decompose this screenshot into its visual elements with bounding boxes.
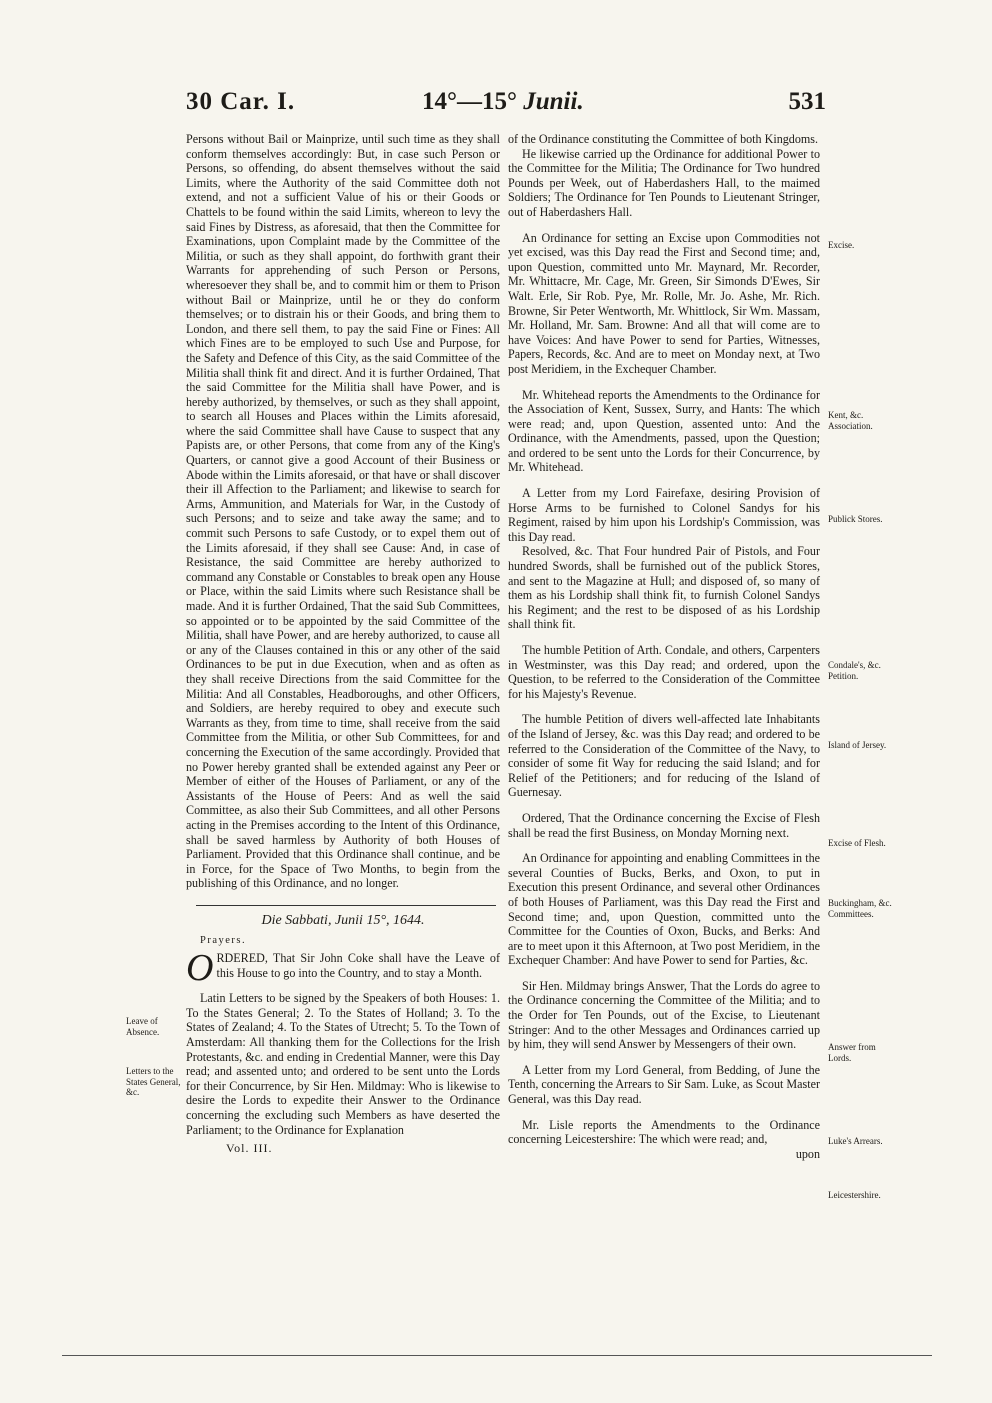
entry-fairefaxe: A Letter from my Lord Fairefaxe, desiring Provision of Horse Arms to be furnished to Colonel Sandys for his Regiment, raised by him upon his Lordship's Commission, was this Day read.	[508, 486, 820, 544]
margin-note-publick: Publick Stores.	[828, 514, 883, 524]
leave-order-text: RDERED, That Sir John Coke shall have the Leave of this House to go into the Country, and to stay a Month.	[216, 951, 500, 980]
latin-letters-paragraph: Latin Letters to be signed by the Speakers of both Houses: 1. To the States General; 2. To the States of Holland; 3. To the States of Zealand; 4. To the States of Utrecht; 5. To the Town of Amsterdam: All thanking them for the Collections for the Irish Protestants, &c. and ending in Credential Manner, were this Day read; and assented unto; and ordered to be sent unto the Lords for their Concurrence, by Sir Hen. Mildmay: Who is likewise to desire the Lords to expedite their Answer to the Ordinance concerning the excluding such Members as have deserted the Parliament; to the Ordinance for Explanation	[186, 991, 500, 1137]
entry-condale: The humble Petition of Arth. Condale, and others, Carpenters in Westminster, was this Day read; and ordered, upon the Question, to be referred to the Consideration of the Committee for his Majesty's Revenue.	[508, 643, 820, 701]
page-header	[186, 88, 826, 124]
left-column	[186, 132, 500, 1156]
entry-kent: Mr. Whitehead reports the Amendments to the Ordinance for the Association of Kent, Sussex, Surry, and Hants: The which were read; and, upon Question, assented unto: And the Ordinance, with the Amendments, passed, upon the Question; and ordered to be sent unto the Lords for their Concurrence, by Mr. Whitehead.	[508, 387, 820, 475]
margin-note-condale: Condale's, &c. Petition.	[828, 660, 881, 681]
scan-edge-line	[62, 1355, 932, 1356]
drop-cap: O	[186, 947, 214, 990]
entry-kingdoms: of the Ordinance constituting the Committee of both Kingdoms.	[508, 132, 819, 146]
catchword: upon	[795, 1146, 820, 1161]
entry-flesh: Ordered, That the Ordinance concerning the Excise of Flesh shall be read the first Business, on Monday Morning next.	[508, 810, 820, 840]
margin-note-luke: Luke's Arrears.	[828, 1136, 883, 1146]
margin-note-jersey: Island of Jersey.	[828, 740, 887, 750]
entry-mildmay: Sir Hen. Mildmay brings Answer, That the Lords do agree to the Ordinance concerning the Committee of the Militia; and to the Order for Ten Pounds, out of the Excise, to Lieutenant Stringer: And to the other Messages and Ordinances carried up by him, they will send Answer by Messengers of their own.	[508, 978, 820, 1052]
margin-note-kent: Kent, &c. Association.	[828, 410, 873, 431]
margin-note-letters: Letters to the States General, &c.	[126, 1066, 181, 1097]
margin-note-leave: Leave of Absence.	[126, 1016, 160, 1037]
entry-jersey: The humble Petition of divers well-affected late Inhabitants of the Island of Jersey, &c. was this Day read; and ordered to be referred to the Consideration of the Committee of the Navy, to consider of some fit Way for reducing the said Island; and for Relief of the Petitioners; and for reducing of the Island of Guernesay.	[508, 712, 820, 800]
margin-note-flesh: Excise of Flesh.	[828, 838, 886, 848]
regnal-year: 30 Car. I.	[186, 88, 296, 115]
right-column	[508, 132, 820, 1161]
margin-note-answer: Answer from Lords.	[828, 1042, 876, 1063]
entry-lisle: Mr. Lisle reports the Amendments to the Ordinance concerning Leicestershire: The which were read; and,	[508, 1117, 820, 1147]
leave-order-paragraph	[186, 947, 500, 990]
entry-luke: A Letter from my Lord General, from Bedding, of June the Tenth, concerning the Arrears to Sir Sam. Luke, as Scout Master General, was this Day read.	[508, 1062, 820, 1107]
header-date-days: 14°—15°	[422, 88, 517, 115]
header-date	[422, 88, 584, 116]
entry-militia: He likewise carried up the Ordinance for additional Power to the Committee for the Militia; The Ordinance for Two hundred Pounds per Week, out of Haberdashers Hall, to the maimed Soldiers; The Ordinance for Ten Pounds to Lieutenant Stringer, out of Haberdashers Hall.	[508, 146, 820, 219]
entry-bucks: An Ordinance for appointing and enabling Committees in the several Counties of Bucks, Berks, and Oxon, to put in Execution this present Ordinance, and several other Ordinances of both Houses of Parliament, was this Day read the First and Second time; and, upon Question, committed unto the Committee for the Counties of Oxon, Bucks, and Berks: And are to meet upon it this Afternoon, at Two post Meridiem, in the Exchequer Chamber: And have Power to send for Parties, &c.	[508, 851, 820, 968]
prayers-heading: Prayers.	[200, 935, 247, 947]
entry-resolved: Resolved, &c. That Four hundred Pair of Pistols, and Four hundred Swords, shall be furnished out of the publick Stores, and sent to the Magazine at Hull; and disposed of, so many of them as his Lordship shall think fit, to furnish Colonel Sandys his Regiment; and the rest to be disposed of as his Lordship shall think fit.	[508, 544, 820, 632]
margin-note-bucks: Buckingham, &c. Committees.	[828, 898, 892, 919]
date-heading: Die Sabbati, Junii 15°, 1644.	[261, 912, 425, 928]
margin-note-leicester: Leicestershire.	[828, 1190, 881, 1200]
entry-excise: An Ordinance for setting an Excise upon Commodities not yet excised, was this Day read the First and Second time; and, upon Question, committed unto Mr. Maynard, Mr. Recorder, Mr. Whittacre, Mr. Cage, Mr. Green, Sir Simonds D'Ewes, Sir Walt. Erle, Sir Rob. Pye, Mr. Rolle, Mr. Jo. Ashe, Mr. Rich. Browne, Sir Peter Wentworth, Mr. Whittlock, Sir Wm. Massam, Mr. Holland, Mr. Sam. Browne: And all that will come are to have Voices: And have Power to send for Parties, Witnesses, Papers, Records, &c. And are to meet on Monday next, at Two post Meridiem, in the Exchequer Chamber.	[508, 230, 820, 376]
margin-note-excise: Excise.	[828, 240, 855, 250]
volume-signature: Vol. III.	[226, 1141, 273, 1156]
header-date-month: Junii.	[523, 88, 584, 115]
ordinance-continuation: Persons without Bail or Mainprize, until such time as they shall conform themselves accordingly: But, in case such Person or Persons, so offending, do absent themselves without the said Limits, where the Authority of the said Committee doth not extend, and not a sufficient Value of his or their Goods or Chattels to be found within the said Limits, whereon to levy the said Fines by Distress, as aforesaid, that then the Committee for Examinations, upon Complaint made by the Committee of the Militia, or such as they shall appoint, do forthwith grant their Warrants for apprehending of such Person or Persons, wheresoever they shall be, and to commit him or them to Prison without Bail or Mainprize, until he or they do conform themselves; or to distrain his or their Goods, and bring them to London, and there sell them, to pay the said Fine or Fines: All which Fines are to be employed to such Use and Purpose, for the Safety and Defence of this City, as the said Committee of the Militia shall think fit and direct. And it is further Ordained, That the said Committee for the Militia shall have Power, and is hereby authorized, by themselves, or such as they shall appoint, to search all Houses and Places within the Limits aforesaid, where the said Committee shall have Cause to suspect that any Papists are, or other Persons, that come from any of the King's Quarters, or cannot give a good Account of their Business or Abode within the Limits aforesaid, or that have or shall discover their ill Affection to the Parliament; and likewise to search for Arms, Ammunition, and Materials for War, in the Custody of such Persons; and to seize and take away the same; and to commit such Persons to safe Custody, or to expel them out of the Limits aforesaid, if they shall see Cause: And, in case of Resistance, the said Committee are hereby authorized to command any Constable or Constables to break open any House or Place, within the said Limits where such Resistance shall be made. And it is further Ordained, That the said Sub Committees, so appointed or to be appointed by the said Committee of the Militia, shall have Power, and are hereby authorized, to cause all or any of the Clauses contained in this or any other of the said Ordinances to be put in due Execution, when and as often as they shall receive Directions from the said Committee for the Militia: And all Constables, Headboroughs, and other Officers, and Soldiers, are hereby required to obey and execute such Warrants as they, from time to time, shall receive from the said Committee from the Militia, or other Sub Committees, for and concerning the Execution of the same accordingly. Provided that no Power hereby granted shall be extended against any Peer or Member of either of the Houses of Parliament, or any of the Assistants of the House of Peers: And as well the said Committee, as also their Sub Committees, and all other Persons acting in the Premises according to the Intent of this Ordinance, shall be saved harmless by Authority of both Houses of Parliament. Provided that this Ordinance shall continue, and be in Force, for the Space of Two Months, to begin from the publishing of this Ordinance, and no longer.	[186, 132, 500, 891]
section-rule	[196, 905, 496, 906]
page-number: 531	[788, 88, 826, 115]
